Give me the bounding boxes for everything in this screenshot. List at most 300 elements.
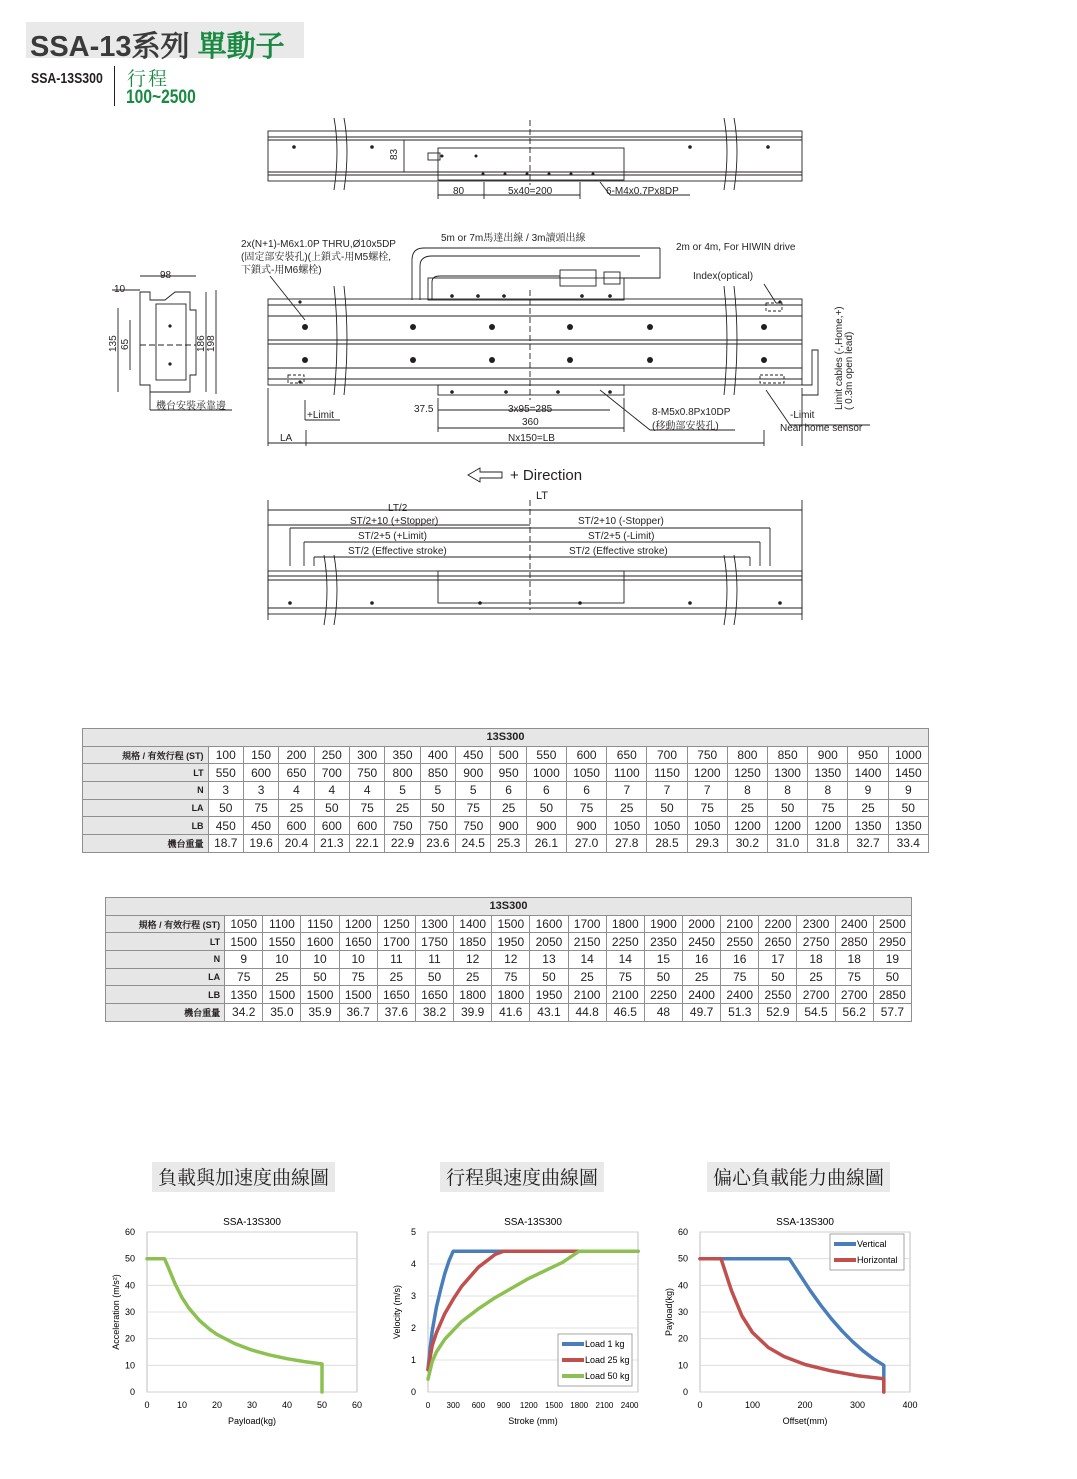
table-cell: 15	[644, 951, 682, 969]
row-label: LA	[83, 799, 209, 817]
y-tick-label: 30	[677, 1307, 688, 1317]
table-cell: 25	[491, 799, 526, 817]
table-cell: 7	[687, 782, 727, 800]
table-cell: 14	[606, 951, 644, 969]
table-cell: 450	[456, 746, 491, 764]
table-cell: 20.4	[279, 835, 314, 853]
table-cell: 34.2	[225, 1004, 263, 1022]
table-cell: 24.5	[456, 835, 491, 853]
table-cell: 900	[491, 817, 526, 835]
near-home-label: Near home sensor	[780, 423, 863, 434]
table-cell: 75	[243, 799, 278, 817]
table-cell: 30.2	[727, 835, 767, 853]
table-header-row	[106, 898, 912, 916]
table-cell: 25	[385, 799, 420, 817]
row-label: LB	[106, 986, 225, 1004]
row-label: LA	[106, 968, 225, 986]
dim-83: 83	[389, 148, 400, 160]
table-cell: 10	[339, 951, 377, 969]
table-cell: 75	[225, 968, 263, 986]
table-cell: 2500	[873, 915, 911, 933]
table-cell: 1200	[768, 817, 808, 835]
table-cell: 25	[848, 799, 888, 817]
dim-285: 3x95=285	[508, 404, 553, 415]
table-model: 13S300	[83, 729, 929, 747]
table-model: 13S300	[106, 898, 912, 916]
x-axis-label: Offset(mm)	[782, 1416, 828, 1426]
table-cell: 57.7	[873, 1004, 911, 1022]
table-cell: 18	[797, 951, 835, 969]
table-cell: 2400	[835, 915, 873, 933]
table-cell: 1500	[339, 986, 377, 1004]
table-cell: 31.8	[808, 835, 848, 853]
side-dim-10: 10	[114, 284, 126, 295]
moving-holes-note: (移動部安裝孔)	[652, 421, 719, 432]
table-cell: 3	[243, 782, 278, 800]
stroke-range: 100~2500	[126, 87, 196, 108]
model-code: SSA-13S300	[31, 70, 103, 87]
table-cell: 1400	[454, 915, 492, 933]
x-tick-label: 2400	[620, 1401, 639, 1410]
table-cell: 600	[279, 817, 314, 835]
table-cell: 2950	[873, 933, 911, 951]
table-cell: 500	[491, 746, 526, 764]
x-tick-label: 400	[902, 1400, 918, 1410]
table-cell: 25	[263, 968, 301, 986]
table-cell: 37.6	[377, 1004, 415, 1022]
x-tick-label: 60	[351, 1400, 363, 1410]
y-axis-label: Acceleration (m/s²)	[111, 1274, 121, 1350]
table-cell: 1300	[415, 915, 453, 933]
x-tick-label: 0	[697, 1400, 703, 1410]
y-tick-label: 1	[410, 1355, 416, 1365]
row-label: LB	[83, 817, 209, 835]
table-cell: 1050	[567, 764, 607, 782]
side-dim-98: 98	[160, 270, 172, 281]
table-cell: 25	[568, 968, 606, 986]
y-tick-label: 3	[410, 1291, 416, 1301]
acceleration-chart	[95, 1210, 375, 1435]
table-cell: 1050	[687, 817, 727, 835]
direction-arrow	[468, 468, 502, 482]
dim-lt: LT	[536, 490, 549, 502]
table-cell: 29.3	[687, 835, 727, 853]
table-cell: 1050	[607, 817, 647, 835]
table-cell: 350	[385, 746, 420, 764]
table-cell: 5	[456, 782, 491, 800]
side-dim-65: 65	[120, 338, 131, 350]
table-cell: 8	[768, 782, 808, 800]
y-tick-label: 0	[129, 1387, 135, 1397]
row-label: N	[106, 951, 225, 969]
table-cell: 1000	[888, 746, 928, 764]
table-cell: 1550	[263, 933, 301, 951]
y-tick-label: 20	[124, 1333, 135, 1344]
table-cell: 7	[607, 782, 647, 800]
table-cell: 700	[647, 746, 687, 764]
x-tick-label: 0	[425, 1401, 431, 1410]
table-cell: 400	[420, 746, 455, 764]
table-row	[83, 746, 929, 764]
row-label: 規格 / 有效行程 (ST)	[106, 915, 225, 933]
table-cell: 26.1	[526, 835, 566, 853]
table-cell: 1000	[526, 764, 566, 782]
table-cell: 1350	[848, 817, 888, 835]
table-cell: 1350	[225, 986, 263, 1004]
table-cell: 25	[727, 799, 767, 817]
table-cell: 2100	[606, 986, 644, 1004]
table-cell: 2000	[683, 915, 721, 933]
dim-37-5: 37.5	[414, 404, 434, 415]
table-cell: 2200	[759, 915, 797, 933]
dim-360: 360	[522, 417, 539, 428]
table-cell: 50	[647, 799, 687, 817]
table-cell: 35.9	[301, 1004, 339, 1022]
table-cell: 1500	[225, 933, 263, 951]
table-cell: 1750	[415, 933, 453, 951]
table-cell: 7	[647, 782, 687, 800]
y-tick-label: 2	[410, 1323, 416, 1333]
row-label: 規格 / 有效行程 (ST)	[83, 746, 209, 764]
front-view-body	[268, 299, 802, 385]
table-cell: 27.8	[607, 835, 647, 853]
table-cell: 2150	[568, 933, 606, 951]
table-cell: 25	[607, 799, 647, 817]
table-cell: 4	[350, 782, 385, 800]
table-body	[106, 915, 912, 1021]
table-cell: 50	[420, 799, 455, 817]
row-label: LT	[83, 764, 209, 782]
table-cell: 18.7	[208, 835, 243, 853]
table-cell: 10	[301, 951, 339, 969]
x-tick-label: 300	[849, 1400, 866, 1410]
table-cell: 800	[385, 764, 420, 782]
table-cell: 300	[350, 746, 385, 764]
table-cell: 54.5	[797, 1004, 835, 1022]
table-cell: 22.1	[350, 835, 385, 853]
table-cell: 850	[768, 746, 808, 764]
y-axis-label: Payload(kg)	[664, 1287, 674, 1337]
table-cell: 2700	[835, 986, 873, 1004]
table-cell: 1500	[492, 915, 530, 933]
table-cell: 49.7	[683, 1004, 721, 1022]
table-cell: 50	[644, 968, 682, 986]
x-tick-label: 30	[246, 1400, 258, 1410]
table-cell: 1650	[415, 986, 453, 1004]
table-cell: 27.0	[567, 835, 607, 853]
table-cell: 1950	[492, 933, 530, 951]
table-cell: 1150	[301, 915, 339, 933]
table-cell: 46.5	[606, 1004, 644, 1022]
direction-label: + Direction	[510, 467, 583, 484]
stroke-label: 行程	[127, 69, 170, 90]
x-axis-label: Stroke (mm)	[508, 1416, 558, 1426]
table-cell: 2400	[683, 986, 721, 1004]
dim-plus-stopper: ST/2+10 (+Stopper)	[350, 516, 439, 527]
table-cell: 50	[888, 799, 928, 817]
table-cell: 900	[526, 817, 566, 835]
table-cell: 36.7	[339, 1004, 377, 1022]
table-cell: 75	[606, 968, 644, 986]
table-cell: 750	[687, 746, 727, 764]
table-cell: 2350	[644, 933, 682, 951]
table-cell: 16	[721, 951, 759, 969]
table-cell: 600	[314, 817, 349, 835]
table-cell: 35.0	[263, 1004, 301, 1022]
dim-80: 80	[453, 186, 465, 197]
table-cell: 75	[456, 799, 491, 817]
table-cell: 600	[243, 764, 278, 782]
y-tick-label: 0	[410, 1387, 416, 1397]
table-cell: 75	[567, 799, 607, 817]
table-cell: 44.8	[568, 1004, 606, 1022]
table-cell: 75	[687, 799, 727, 817]
table-cell: 750	[456, 817, 491, 835]
dim-minus-limit: ST/2+5 (-Limit)	[588, 531, 655, 542]
table-cell: 2300	[797, 915, 835, 933]
x-tick-label: 200	[797, 1400, 813, 1410]
table-header-row	[83, 729, 929, 747]
chart-title-velocity: 行程與速度曲線圖	[440, 1162, 604, 1192]
table-cell: 1250	[727, 764, 767, 782]
legend-label-0: Load 1 kg	[585, 1339, 625, 1349]
table-row	[83, 799, 929, 817]
table-cell: 41.6	[492, 1004, 530, 1022]
table-cell: 1950	[530, 986, 568, 1004]
table-cell: 1050	[225, 915, 263, 933]
title-series: 單動子	[197, 31, 285, 63]
y-tick-label: 5	[410, 1227, 416, 1237]
table-cell: 25	[279, 799, 314, 817]
chart-title-text: SSA-13S300	[223, 1217, 281, 1228]
table-cell: 39.9	[454, 1004, 492, 1022]
table-cell: 1200	[727, 817, 767, 835]
table-cell: 1650	[339, 933, 377, 951]
table-cell: 1200	[808, 817, 848, 835]
table-row	[106, 933, 912, 951]
table-cell: 25	[683, 968, 721, 986]
legend-label-0: Vertical	[857, 1239, 887, 1249]
dim-minus-stopper: ST/2+10 (-Stopper)	[578, 516, 664, 527]
table-cell: 32.7	[848, 835, 888, 853]
table-cell: 19	[873, 951, 911, 969]
chart-title-acceleration: 負載與加速度曲線圖	[152, 1162, 335, 1192]
legend-label-1: Load 25 kg	[585, 1355, 630, 1365]
table-cell: 200	[279, 746, 314, 764]
x-tick-label: 40	[281, 1400, 293, 1410]
table-cell: 1500	[301, 986, 339, 1004]
table-cell: 33.4	[888, 835, 928, 853]
table-cell: 19.6	[243, 835, 278, 853]
chart-title-text: SSA-13S300	[776, 1217, 834, 1228]
table-cell: 650	[607, 746, 647, 764]
table-cell: 12	[454, 951, 492, 969]
y-tick-label: 50	[124, 1253, 135, 1264]
chart-title-offset: 偏心負載能力曲線圖	[707, 1162, 890, 1192]
table-cell: 2550	[759, 986, 797, 1004]
hole-note-2: (固定部安裝孔)(上鎖式-用M5螺栓,	[241, 252, 391, 263]
table-cell: 1150	[647, 764, 687, 782]
table-cell: 31.0	[768, 835, 808, 853]
legend-label-1: Horizontal	[857, 1255, 898, 1265]
table-cell: 50	[759, 968, 797, 986]
table-cell: 100	[208, 746, 243, 764]
table-cell: 11	[377, 951, 415, 969]
table-cell: 2850	[835, 933, 873, 951]
y-tick-label: 4	[410, 1259, 416, 1269]
table-cell: 750	[385, 817, 420, 835]
table-cell: 75	[835, 968, 873, 986]
table-cell: 9	[888, 782, 928, 800]
hole-note-3: 下鎖式-用M6螺栓)	[241, 265, 322, 276]
spec-table-2	[105, 897, 912, 1022]
table-cell: 1700	[568, 915, 606, 933]
table-cell: 21.3	[314, 835, 349, 853]
table-cell: 1400	[848, 764, 888, 782]
table-cell: 9	[225, 951, 263, 969]
table-cell: 11	[415, 951, 453, 969]
table-cell: 25.3	[491, 835, 526, 853]
table-cell: 8	[727, 782, 767, 800]
table-row	[106, 968, 912, 986]
table-cell: 2100	[721, 915, 759, 933]
table-cell: 6	[491, 782, 526, 800]
table-cell: 1350	[808, 764, 848, 782]
table-cell: 600	[567, 746, 607, 764]
table-cell: 38.2	[415, 1004, 453, 1022]
table-body	[83, 746, 929, 852]
table-cell: 1300	[768, 764, 808, 782]
table-cell: 900	[808, 746, 848, 764]
engineering-drawing	[0, 0, 1077, 700]
table-cell: 10	[263, 951, 301, 969]
table-cell: 5	[385, 782, 420, 800]
table-cell: 6	[567, 782, 607, 800]
table-cell: 18	[835, 951, 873, 969]
table-cell: 1500	[263, 986, 301, 1004]
x-tick-label: 20	[211, 1400, 223, 1410]
table-cell: 1700	[377, 933, 415, 951]
table-cell: 1350	[888, 817, 928, 835]
table-cell: 50	[415, 968, 453, 986]
top-thread-note: 6-M4x0.7Px8DP	[606, 186, 679, 197]
table-row	[106, 986, 912, 1004]
x-tick-label: 900	[496, 1401, 511, 1410]
table-cell: 9	[848, 782, 888, 800]
table-cell: 900	[567, 817, 607, 835]
limit-cables-note-1: Limit cables (-,Home,+)	[834, 306, 845, 410]
x-tick-label: 600	[471, 1401, 486, 1410]
table-cell: 50	[526, 799, 566, 817]
table-cell: 3	[208, 782, 243, 800]
dim-lb: Nx150=LB	[508, 433, 555, 444]
table-cell: 5	[420, 782, 455, 800]
legend-label-2: Load 50 kg	[585, 1371, 630, 1381]
table-cell: 850	[420, 764, 455, 782]
x-tick-label: 2100	[595, 1401, 614, 1410]
thread-8-note: 8-M5x0.8Px10DP	[652, 407, 731, 418]
dim-plus-limit: ST/2+5 (+Limit)	[358, 531, 427, 542]
table-cell: 750	[350, 764, 385, 782]
table-cell: 900	[456, 764, 491, 782]
dim-lt-half: LT/2	[388, 503, 408, 514]
table-cell: 75	[808, 799, 848, 817]
y-tick-label: 30	[124, 1307, 135, 1317]
y-axis-label: Velocity (m/s)	[392, 1284, 402, 1340]
table-cell: 1800	[606, 915, 644, 933]
table-cell: 52.9	[759, 1004, 797, 1022]
table-cell: 1800	[492, 986, 530, 1004]
table-cell: 2400	[721, 986, 759, 1004]
table-cell: 2850	[873, 986, 911, 1004]
side-dim-186: 186	[196, 335, 207, 352]
table-cell: 1800	[454, 986, 492, 1004]
table-cell: 4	[314, 782, 349, 800]
table-cell: 2250	[606, 933, 644, 951]
table-row	[106, 1004, 912, 1022]
x-tick-label: 1500	[545, 1401, 563, 1410]
table-cell: 1200	[687, 764, 727, 782]
table-cell: 1100	[607, 764, 647, 782]
table-cell: 650	[279, 764, 314, 782]
drive-note: 2m or 4m, For HIWIN drive	[676, 242, 796, 253]
table-cell: 48	[644, 1004, 682, 1022]
dim-effective-stroke-1: ST/2 (Effective stroke)	[348, 546, 447, 557]
table-cell: 1850	[454, 933, 492, 951]
table-cell: 2250	[644, 986, 682, 1004]
y-tick-label: 0	[682, 1387, 688, 1397]
table-cell: 51.3	[721, 1004, 759, 1022]
table-cell: 2100	[568, 986, 606, 1004]
table-cell: 28.5	[647, 835, 687, 853]
table-cell: 75	[339, 968, 377, 986]
table-cell: 2550	[721, 933, 759, 951]
hole-note-1: 2x(N+1)-M6x1.0P THRU,Ø10x5DP	[241, 239, 396, 250]
table-cell: 1600	[530, 915, 568, 933]
row-label: 機台重量	[83, 835, 209, 853]
y-tick-label: 10	[124, 1360, 135, 1371]
row-label: LT	[106, 933, 225, 951]
table-cell: 2050	[530, 933, 568, 951]
table-cell: 75	[350, 799, 385, 817]
x-tick-label: 0	[144, 1400, 150, 1410]
table-cell: 550	[526, 746, 566, 764]
table-cell: 150	[243, 746, 278, 764]
table-cell: 50	[768, 799, 808, 817]
y-tick-label: 40	[677, 1280, 688, 1291]
table-cell: 1600	[301, 933, 339, 951]
table-cell: 16	[683, 951, 721, 969]
dim-effective-stroke-2: ST/2 (Effective stroke)	[569, 546, 668, 557]
x-tick-label: 50	[316, 1400, 328, 1410]
dim-la: LA	[280, 433, 293, 444]
table-row	[106, 951, 912, 969]
table-cell: 700	[314, 764, 349, 782]
table-row	[83, 764, 929, 782]
y-tick-label: 10	[677, 1360, 688, 1371]
x-axis-label: Payload(kg)	[227, 1416, 277, 1426]
plus-limit-label: +Limit	[307, 410, 334, 421]
table-cell: 50	[314, 799, 349, 817]
table-cell: 1900	[644, 915, 682, 933]
x-tick-label: 1800	[570, 1401, 589, 1410]
table-cell: 6	[526, 782, 566, 800]
table-cell: 1100	[263, 915, 301, 933]
table-cell: 950	[848, 746, 888, 764]
table-row	[106, 915, 912, 933]
top-view-body	[268, 131, 802, 181]
table-cell: 1200	[339, 915, 377, 933]
